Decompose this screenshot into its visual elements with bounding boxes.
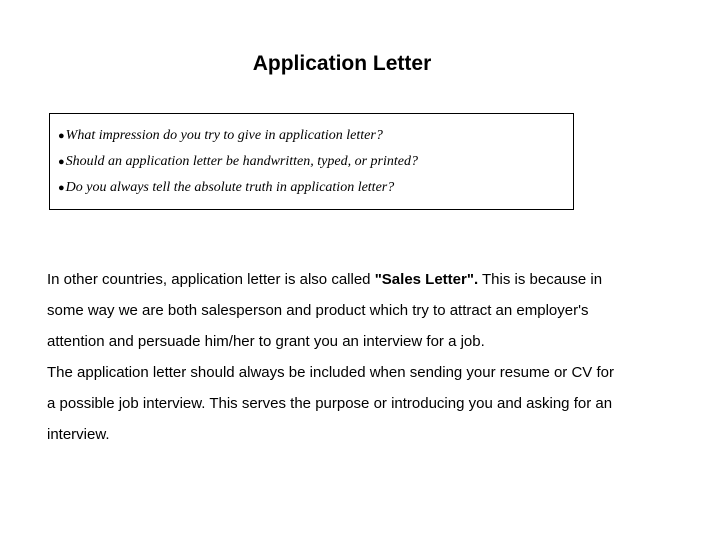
question-item bbox=[58, 123, 573, 149]
question-item bbox=[58, 149, 573, 175]
body-line: interview. bbox=[47, 426, 110, 443]
body-text-segment: This is because in bbox=[478, 271, 603, 288]
body-text-segment: In other countries, application letter is also called bbox=[47, 271, 375, 288]
body-paragraph bbox=[47, 264, 697, 450]
bullet-icon: ● bbox=[58, 130, 65, 142]
body-line: some way we are both salesperson and product which try to attract an employer's bbox=[47, 302, 589, 319]
bullet-icon: ● bbox=[58, 182, 65, 194]
sales-letter-emphasis: "Sales Letter". bbox=[374, 271, 479, 288]
body-line bbox=[47, 264, 697, 295]
body-line: attention and persuade him/her to grant you an interview for a job. bbox=[47, 333, 485, 350]
bullet-icon: ● bbox=[58, 156, 65, 168]
slide-title: Application Letter bbox=[252, 52, 432, 75]
body-line: a possible job interview. This serves the purpose or introducing you and asking for an bbox=[47, 395, 613, 412]
question-text: What impression do you try to give in application letter? bbox=[65, 128, 383, 143]
question-text: Do you always tell the absolute truth in application letter? bbox=[65, 180, 395, 195]
body-line: The application letter should always be included when sending your resume or CV for bbox=[47, 364, 614, 381]
question-box bbox=[49, 113, 574, 210]
question-item bbox=[58, 175, 573, 201]
question-text: Should an application letter be handwritten, typed, or printed? bbox=[65, 154, 418, 169]
